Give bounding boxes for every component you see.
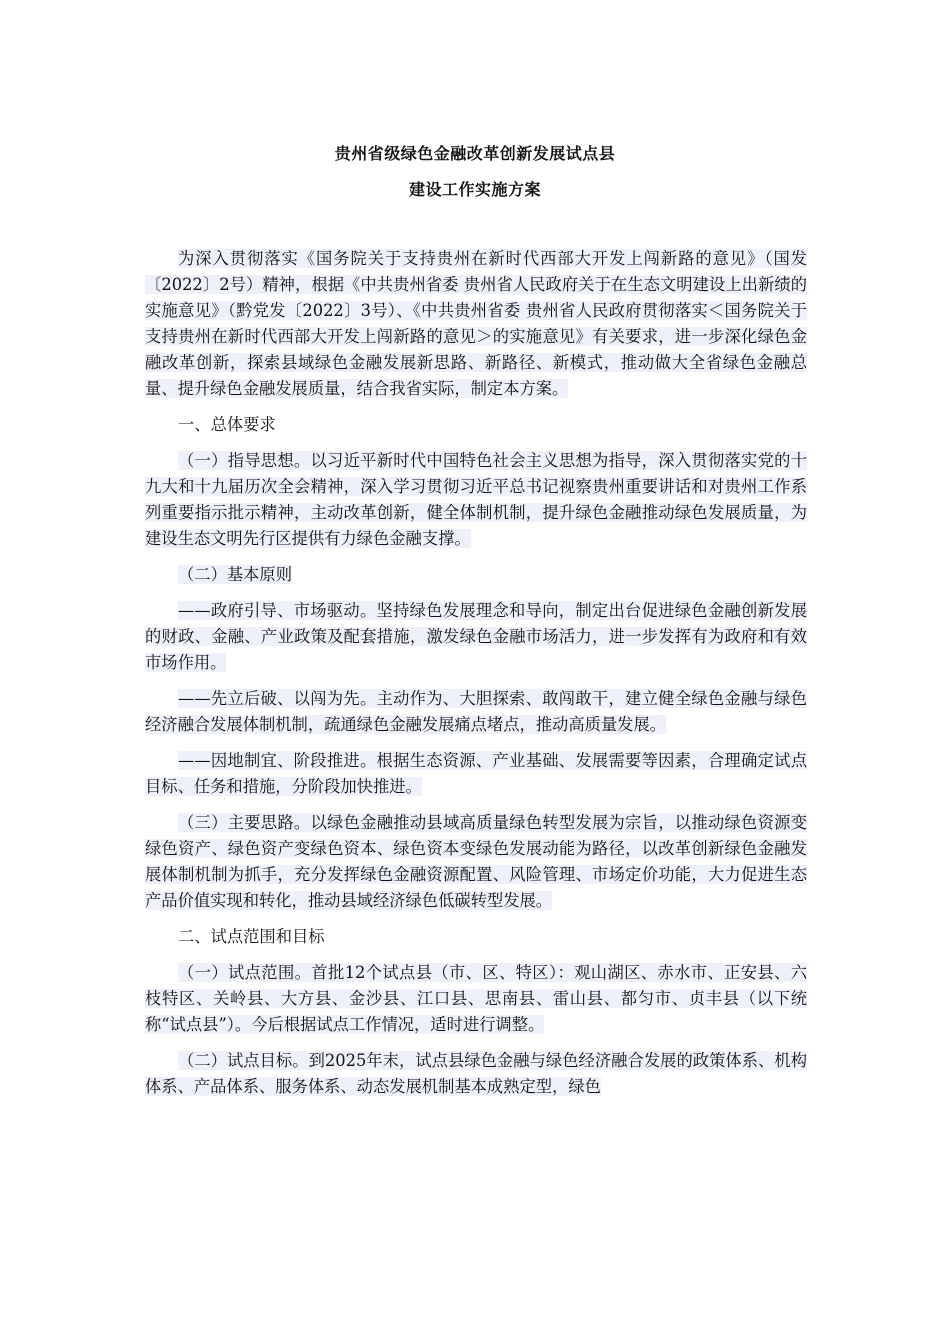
section-heading-general-requirements: 一、总体要求 [178,415,276,434]
document-title-line-2: 建设工作实施方案 [408,180,541,199]
paragraph-pilot-goals: （二）试点目标。到2025年末，试点县绿色金融与绿色经济融合发展的政策体系、机构体系、产品体系、服务体系、动态发展机制基本成熟定型，绿色 [145,1051,807,1096]
document-body [145,246,807,1110]
paragraph-principle-1: ——政府引导、市场驱动。坚持绿色发展理念和导向，制定出台促进绿色金融创新发展的财政、金融、产业政策及配套措施，激发绿色金融市场活力，进一步发挥有为政府和有效市场作用。 [145,601,807,672]
subheading-basic-principles: （二）基本原则 [178,565,292,584]
intro-paragraph: 为深入贯彻落实《国务院关于支持贵州在新时代西部大开发上闯新路的意见》（国发〔2022〕2号）精神，根据《中共贵州省委 贵州省人民政府关于在生态文明建设上出新绩的实施意见》（黔党发〔2022〕3号）、《中共贵州省委 贵州省人民政府贯彻落实＜国务院关于支持贵州在新时代西部大开发上闯新路的意见＞的实施意见》有关要求，进一步深化绿色金融改革创新，探索县域绿色金融发展新思路、新路径、新模式，推动做大全省绿色金融总量、提升绿色金融发展质量，结合我省实际，制定本方案。 [145,249,807,398]
paragraph-pilot-scope: （一）试点范围。首批12个试点县（市、区、特区）：观山湖区、赤水市、正安县、六枝特区、关岭县、大方县、金沙县、江口县、思南县、雷山县、都匀市、贞丰县（以下统称“试点县”）。今后根据试点工作情况，适时进行调整。 [145,963,807,1034]
paragraph-guiding-ideology: （一）指导思想。以习近平新时代中国特色社会主义思想为指导，深入贯彻落实党的十九大和十九届历次全会精神，深入学习贯彻习近平总书记视察贵州重要讲话和对贵州工作系列重要指示批示精神，主动改革创新，健全体制机制，提升绿色金融推动绿色发展质量，为建设生态文明先行区提供有力绿色金融支撑。 [145,451,807,548]
paragraph-principle-2: ——先立后破、以闯为先。主动作为、大胆探索、敢闯敢干，建立健全绿色金融与绿色经济融合发展体制机制，疏通绿色金融发展痛点堵点，推动高质量发展。 [145,689,807,734]
paragraph-main-approach: （三）主要思路。以绿色金融推动县域高质量绿色转型发展为宗旨，以推动绿色资源变绿色资产、绿色资产变绿色资本、绿色资本变绿色发展动能为路径，以改革创新绿色金融发展体制机制为抓手，充分发挥绿色金融资源配置、风险管理、市场定价功能，大力促进生态产品价值实现和转化，推动县域经济绿色低碳转型发展。 [145,813,807,910]
section-heading-pilot-scope-and-goals: 二、试点范围和目标 [178,927,325,946]
document-title-line-1: 贵州省级绿色金融改革创新发展试点县 [334,144,616,163]
paragraph-principle-3: ——因地制宜、阶段推进。根据生态资源、产业基础、发展需要等因素，合理确定试点目标、任务和措施，分阶段加快推进。 [145,751,807,796]
